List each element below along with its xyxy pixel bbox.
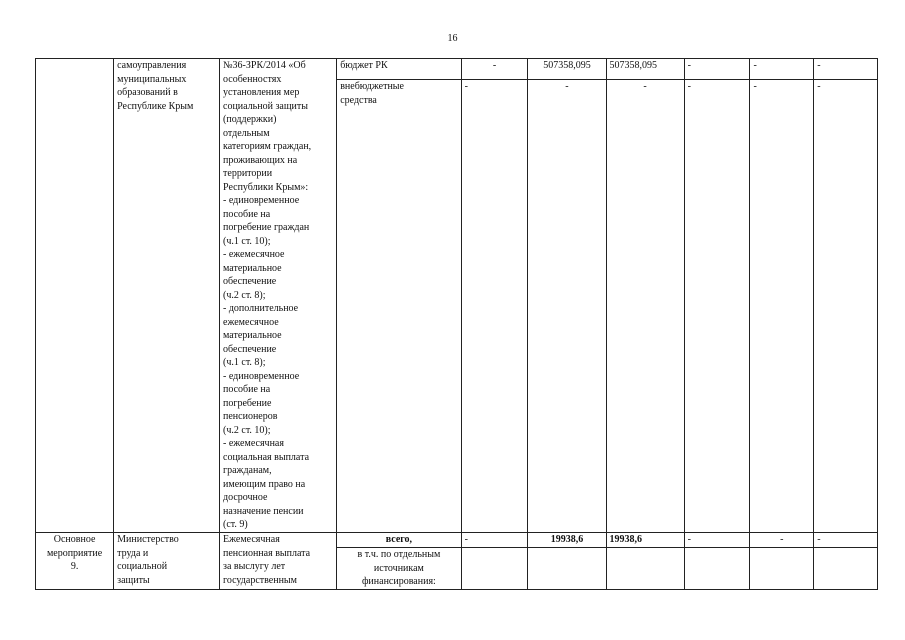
value-cell: 19938,6 xyxy=(528,533,606,548)
value-cell xyxy=(461,548,528,590)
description-cell: Ежемесячная пенсионная выплата за выслугу лет государственным xyxy=(220,533,337,590)
page-number: 16 xyxy=(447,33,458,44)
value-cell: 507358,095 xyxy=(606,59,684,80)
value-cell: - xyxy=(684,533,750,548)
value-cell: - xyxy=(814,533,878,548)
source-cell: в т.ч. по отдельным источникам финансирования: xyxy=(337,548,461,590)
value-cell: - xyxy=(461,59,528,80)
value-cell xyxy=(528,548,606,590)
value-cell: - xyxy=(461,533,528,548)
value-cell: 19938,6 xyxy=(606,533,684,548)
source-cell: всего, xyxy=(337,533,461,548)
value-cell xyxy=(684,548,750,590)
value-cell: 507358,095 xyxy=(528,59,606,80)
description-cell: №36-ЗРК/2014 «Об особенностях установления мер социальной защиты (поддержки) отдельным категориям граждан, проживающих на территории Республики Крым»: - единовременное пособие на погребение граждан (ч.1 ст. 10); - ежемесячное материальное обеспечение (ч.2 ст. 8); - дополнительное ежемесячное материальное обеспечение (ч.1 ст. 8); - единовременное пособие на погребение пенсионеров (ч.2 ст. 10); - ежемесячная социальная выплата гражданам, имеющим право на досрочное назначение пенсии (ст. 9) xyxy=(220,59,337,533)
value-cell: - xyxy=(750,533,814,548)
table-row xyxy=(36,533,878,548)
value-cell: - xyxy=(750,59,814,80)
value-cell xyxy=(750,548,814,590)
executor-cell: Министерство труда и социальной защиты xyxy=(114,533,220,590)
value-cell: - xyxy=(750,80,814,533)
source-cell: внебюджетные средства xyxy=(337,80,461,533)
measure-cell xyxy=(36,59,114,533)
value-cell: - xyxy=(814,59,878,80)
measure-cell: Основное мероприятие 9. xyxy=(36,533,114,590)
value-cell: - xyxy=(461,80,528,533)
value-cell xyxy=(606,548,684,590)
value-cell: - xyxy=(684,80,750,533)
value-cell: - xyxy=(684,59,750,80)
table-row xyxy=(36,59,878,80)
value-cell: - xyxy=(814,80,878,533)
financing-table xyxy=(35,58,878,590)
source-cell: бюджет РК xyxy=(337,59,461,80)
value-cell: - xyxy=(528,80,606,533)
value-cell xyxy=(814,548,878,590)
executor-cell: самоуправления муниципальных образований в Республике Крым xyxy=(114,59,220,533)
value-cell: - xyxy=(606,80,684,533)
